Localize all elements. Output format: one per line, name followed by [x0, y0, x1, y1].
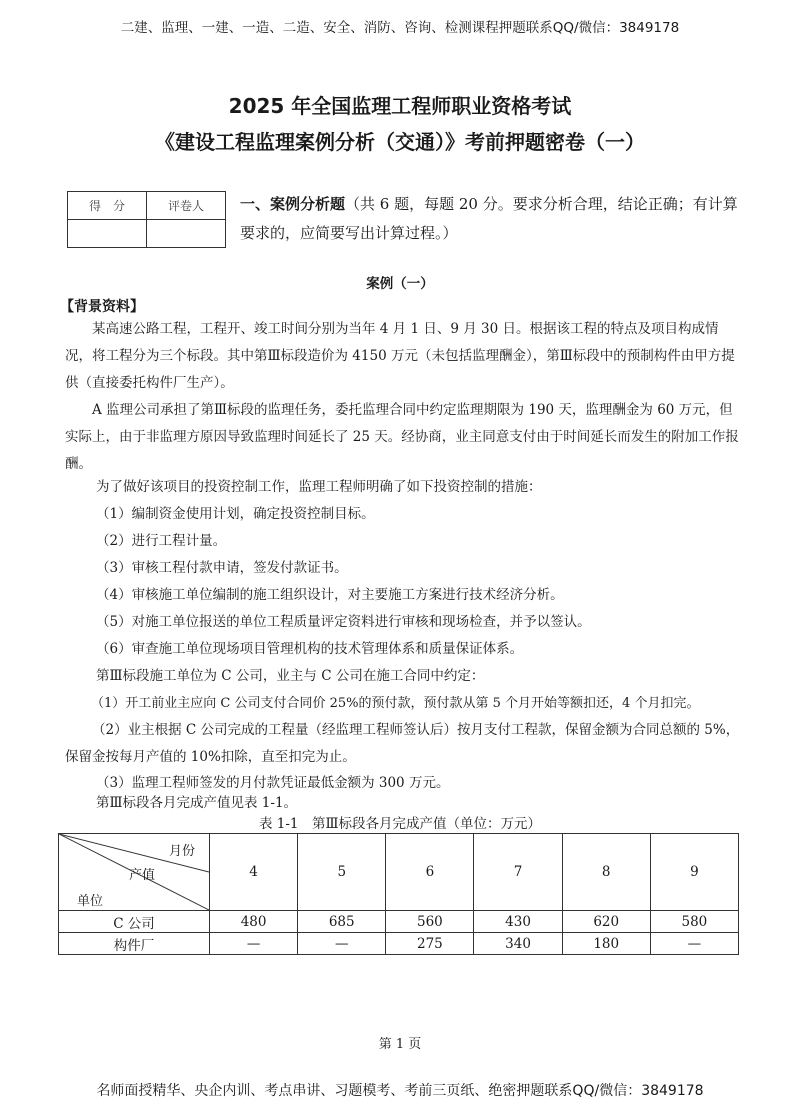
paragraph-1: 某高速公路工程，工程开、竣工时间分别为当年 4 月 1 日、9 月 30 日。根据该工程的特点及项目构成情况，将工程分为三个标段。其中第Ⅲ标段造价为 4150 万元（未包括监理酬金），第Ⅲ标段中的预制构件由甲方提供（直接委托构件厂生产）。: [65, 321, 735, 391]
month-header: 5: [298, 834, 386, 911]
table-cell: 560: [386, 911, 474, 933]
row-label: 构件厂: [59, 933, 210, 955]
row-label: C 公司: [59, 911, 210, 933]
output-value-table: [58, 833, 739, 955]
exam-title-line2: 《建设工程监理案例分析（交通）》考前押题密卷（一）: [155, 130, 645, 154]
table-cell: 180: [562, 933, 650, 955]
month-header: 7: [474, 834, 562, 911]
corner-value-label: 产值: [129, 868, 156, 883]
paragraph-2: A 监理公司承担了第Ⅲ标段的监理任务，委托监理合同中约定监理期限为 190 天，监理酬金为 60 万元，但实际上，由于非监理方原因导致监理时间延长了 25 天。经协商，业主同意支付由于时间延长而发生的附加工作报酬。: [65, 402, 739, 472]
paragraph-3: 为了做好该项目的投资控制工作，监理工程师明确了如下投资控制的措施：: [96, 479, 542, 495]
measure-item: （6）审查施工单位现场项目管理机构的技术管理体系和质量保证体系。: [96, 641, 524, 657]
page-number: 第 1 页: [378, 1037, 422, 1052]
table-row: [59, 933, 739, 955]
footer-contact-line: 名师面授精华、央企内训、考点串讲、习题模考、考前三页纸、绝密押题联系QQ/微信：3849178: [96, 1083, 704, 1099]
month-header: 4: [210, 834, 298, 911]
table-cell: 275: [386, 933, 474, 955]
table-cell: 580: [650, 911, 738, 933]
corner-month-label: 月份: [169, 844, 196, 859]
measure-item: （1）编制资金使用计划，确定投资控制目标。: [96, 506, 375, 522]
section-heading: [240, 190, 750, 248]
measure-item: （5）对施工单位报送的单位工程质量评定资料进行审核和现场检查，并予以签认。: [96, 614, 591, 630]
section-instructions: （共 6 题，每题 20 分。要求分析合理，结论正确；有计算要求的，应简要写出计算过程。）: [240, 195, 738, 242]
contract-term-1: （1）开工前业主应向 C 公司支付合同价 25%的预付款，预付款从第 5 个月开始等额扣还，4 个月扣完。: [91, 696, 700, 711]
exam-title-line1: 2025 年全国监理工程师职业资格考试: [228, 94, 572, 118]
corner-unit-label: 单位: [77, 894, 104, 909]
section-title: 一、案例分析题: [240, 195, 346, 213]
table-cell: —: [210, 933, 298, 955]
contract-term-3: （3）监理工程师签发的月付款凭证最低金额为 300 万元。: [96, 775, 450, 791]
month-header: 9: [650, 834, 738, 911]
table-cell: 480: [210, 911, 298, 933]
month-header: 6: [386, 834, 474, 911]
reviewer-label: 评卷人: [147, 192, 226, 220]
table-cell: 430: [474, 911, 562, 933]
score-cell: [68, 220, 147, 248]
reviewer-cell: [147, 220, 226, 248]
score-box: [67, 191, 226, 248]
table-row: [59, 911, 739, 933]
table-caption: 表 1-1 第Ⅲ标段各月完成产值（单位：万元）: [258, 816, 542, 832]
table-cell: 685: [298, 911, 386, 933]
background-label: 【背景资料】: [60, 299, 144, 315]
month-header: 8: [562, 834, 650, 911]
header-contact-line: 二建、监理、一建、一造、二造、安全、消防、咨询、检测课程押题联系QQ/微信：3849178: [120, 20, 680, 36]
measure-item: （4）审核施工单位编制的施工组织设计，对主要施工方案进行技术经济分析。: [96, 587, 564, 603]
paragraph-5: 第Ⅲ标段各月完成产值见表 1-1。: [96, 795, 298, 811]
table-cell: 340: [474, 933, 562, 955]
table-cell: —: [650, 933, 738, 955]
contract-term-2: （2）业主根据 C 公司完成的工程量（经监理工程师签认后）按月支付工程款，保留金额为合同总额的 5%，保留金按每月产值的 10%扣除，直至扣完为止。: [65, 722, 740, 765]
measure-item: （2）进行工程计量。: [96, 533, 227, 549]
measure-item: （3）审核工程付款申请，签发付款证书。: [96, 560, 348, 576]
case-title: 案例（一）: [366, 276, 434, 292]
table-cell: 620: [562, 911, 650, 933]
table-corner-cell: [59, 834, 210, 911]
score-label: 得 分: [68, 192, 147, 220]
table-cell: —: [298, 933, 386, 955]
paragraph-4: 第Ⅲ标段施工单位为 C 公司，业主与 C 公司在施工合同中约定：: [96, 668, 485, 684]
